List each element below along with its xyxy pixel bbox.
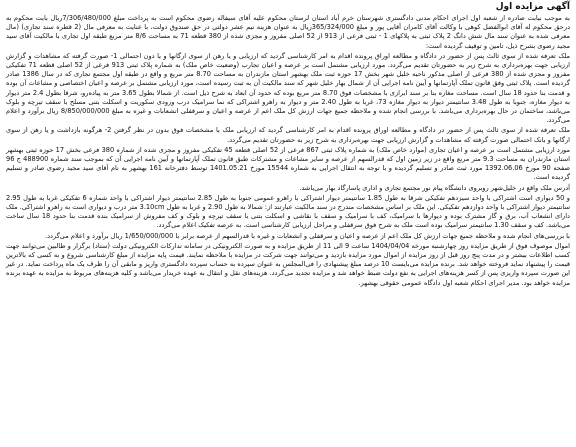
notice-paragraph: ملک تعرفه شده از سوی ثالث پس از حضور در دادگاه و مطالعه اوراق پرونده اقدام به امر کارشناسی گردید که ارزیابی ملک با مشخصات فوق بدون در نظر گرفتن 2- هرگونه بازداشت و یا رهن از سوی ارگانها و بانک احتمالی صورت گرفته که مشاهدات و گزارش ارزیابی جهت بهره‌برداری به شرح زیر به حضورتان تقدیم می‌گردد. (6, 126, 571, 144)
notice-title: آگهی مزایده اول (495, 2, 570, 12)
notice-paragraph: به موجب نیابت صادره از شعبه اول اجرای احکام مدنی دادگستری شهرستان خرم آباد استان لرستان محکوم علیه آقای سیفاله رضوی محکوم است به پرداخت مبلغ 7/306/480/000ریال بابت محکوم به درحق محکوم له آقای ابوالفضل کوهی با وکالت آقای کامران آقایی پور و مبلغ 365/324/000ریال به عنوان هزینه نیم عشر دولتی در حق صندوق دولت، با عنایت به معرفی مال (2 قطره سند تجاری) (مال معرفی شده به عنوان سند مال شش دانگ 2 پلاک ثبتی به پلاکهای 1 - ثبتی فرعی از 913 از 52 اصلی مفروز و مجزی شده از 380 قطعه 71 به مساحت 8/6 متر مربع طبقه اول تجاری با مالکیت آقای سید مجید رضوی بشرح ذیل، تامین و توقیف گردیده است: (6, 14, 570, 50)
notice-paragraph: مورد ارزیابی مشتمل است بر عرصه و اعیان تجاری (موارد خاص ملک) به شماره پلاک ثبتی 867 فرعی از 52 اصلی قطعه 45 تفکیکی مفروز و مجزی شده از شماره 380 فرعی بخش 17 حوزه ثبتی بهشهر استان مازندران به مساحت 9.3 متر مربع واقع در زیر زمین اول که قدرالسهم از عرصه و سایر مشاعات و مشترکات طبق قانون تملک آپارتمانها و آیین نامه اجرایی آن که بموجب سند شماره 488900 ج 96 صفحه 90 مورخ 1392.06.06 مورد ثبت صادر و تسلیم گردیده و با توجه به انتقال اجرایی به شماره 15544 مورخ 1401.05.21 توسط دفترخانه 161 بهشهر به نام آقای سید مجید رضوی صادر و تسلیم گردیده است. (6, 145, 570, 182)
notice-paragraph: ملک تعرفه شده از سوی ثالث پس از حضور در دادگاه و مطالعه اوراق پرونده اقدام به امر کارشناسی گردید که ارزیابی و یا رهن از سوی ارگانها و یا دون احتمالی 1- صورت گرفته که مشاهدات و گزارش ارزیابی جهت بهره‌برداری به شرح زیر به حضورتان تقدیم می‌گردد. مورد ارزیابی مشتمل است بر عرصه و اعیان تجارب (وضعیت خاص ملک) به شماره پلاک ثبتی 913 فرعی از 52 اصلی قطعه 71 تفکیکی مفروز و مجزی شده از 380 فرعی از اصلی مذکور ناحیه خلیل شهر بخش 17 حوزه ثبت ملک بهشهر استان مازندران به مساحت 8.70 متر مربع و واقع در طبقه اول مجتمع تجاری که در سال 1386 صادر گردیده است. پلاک ثبتی وفق قانون تملک آپارتمانها و آیین نامه اجرایی آن از شمال بهار خلیل شهر که سند مالکیت آن به ثبت رسیده است، مورد ارزیابی مشتمل بر عرصه و اعیان اختصاصی و مشاعات آن بوده و قدمت بنا حدود 18 سال است. مساحت مغازه بنا بر سند ابرازی با مشخصات فوق 8.70 متر مربع بوده که حدود آن ابعاد به شرح ذیل است. از شمالا بطول 3.65 متر به پیاده‌رو، شرقا بطول 2.4 متر دیوار به دیوار مغازه، جنوبا به طول 3.48 سانتیمتر دیوار به دیوار مغازه 73، غربا به طول 2.40 متر و دیوار به راهرو اشتراکی که نما سرامیک درب ورودی سکوریت و اسکلت بتنی مسلح با سقف تیرچه و بلوک می‌باشد، ساختمان در حال بهره‌برداری می‌باشد. با بررسی انجام شده و ملاحظه جمیع جهات ارزش کل ملک اعم از عرصه و اعیان و سرقفلی انشعابات و غیره به مبلغ 8/850/000/000 ریال برآورد و اعلام می‌گردد. (6, 51, 571, 125)
notice-paragraph: با بررسی‌های انجام شده و ملاحظه جمیع جهات ارزش کل ملک اعم از عرصه و اعیان و سرقفلی و انشعابات و غیره با قدرالسهم از عرصه برابر با 1/650/000/000 ریال برآورد و اعلام می‌گردد. (45, 231, 570, 240)
notice-paragraph: و 50 دیواری است اشتراکی با واحد سیزدهم تفکیکی شرقا به طول 1.85 سانتیمتر دیوار اشتراکی با راهرو عمومی جنوبا به طول 2.85 سانتیمتر دیوار اشتراکی با واحد شماره 6 تفکیکی غربا به طول 2.95 سانتیمتر دیوار اشتراکی با واحد دوازدهم تفکیکی. این ملک بر اساس مشخصات مندرج در سند مالکیت عبارتند از: شمالا به طول 2.90 و غربا به طول 3.10cm متر درب و دیواری است به راهرو اشتراکی. ملک دارای انشعاب آب، برق و گاز مشترک بوده و دیوارها با سرامیک، کف با سرامیک و سقف با نقاشی و اسکلت بتنی با سقف تیرچه و بلوک و کف مفروش از سرامیک بنده قدمت بنا حدود 18 سال ساخت می‌باشد. کف و سقف 1.30 سانتیمتر سرامیک بوده است ملک به شرح فوق سرقفلی و مراحل ارزیابی کارشناسی است. به عرصه تفکیک اعلام می‌گردد. (6, 193, 571, 230)
notice-paragraph: اموال موصوف فوق از طریق مزایده روز چهارشنبه مورخه 1404/04/04 ساعت 9 الی 11 از طریق مزایده و به صورت الکترونیکی در سامانه تدارکات الکترونیکی دولت (ستاد) برگزار و طالبین می‌توانند جهت کسب اطلاعات بیشتر و در مدت پنج روز قبل از روز مزایده از اموال مورد مزایده بازدید و می‌توانند جهت شرکت در مزایده با ملاحظه نمایند. قیمت پایه مزایده از مبلغ کارشناسی شروع و به کسی که بالاترین قیمت را پیشنهاد نماید فروخته خواهد شد. برنده مزایده می‌بایست 10 درصد مبلغ پیشنهادی را فی‌المجلس به عنوان سپرده به حساب سپرده دادگستری واریز و مابقی آن را ظرف یک ماه پرداخت نماید. در غیر این صورت سپرده واریزی پس از کسر هزینه‌های اجرایی به نفع دولت ضبط خواهد شد و مزایده تجدید می‌گردد. هزینه‌های نقل و انتقال به عهده خریدار می‌باشد و کلیه هزینه‌های مربوط به مزایده به عهده برنده مزایده خواهد بود. مدیر اجرای احکام شعبه اول دادگاه عمومی حقوقی بهشهر. (6, 241, 570, 287)
notice-paragraph: آدرس ملک واقع در خلیل‌شهر روبروی دانشگاه پیام نور مجتمع تجاری و اداری پاسارگاد بهار می‌باشد. (299, 183, 570, 192)
